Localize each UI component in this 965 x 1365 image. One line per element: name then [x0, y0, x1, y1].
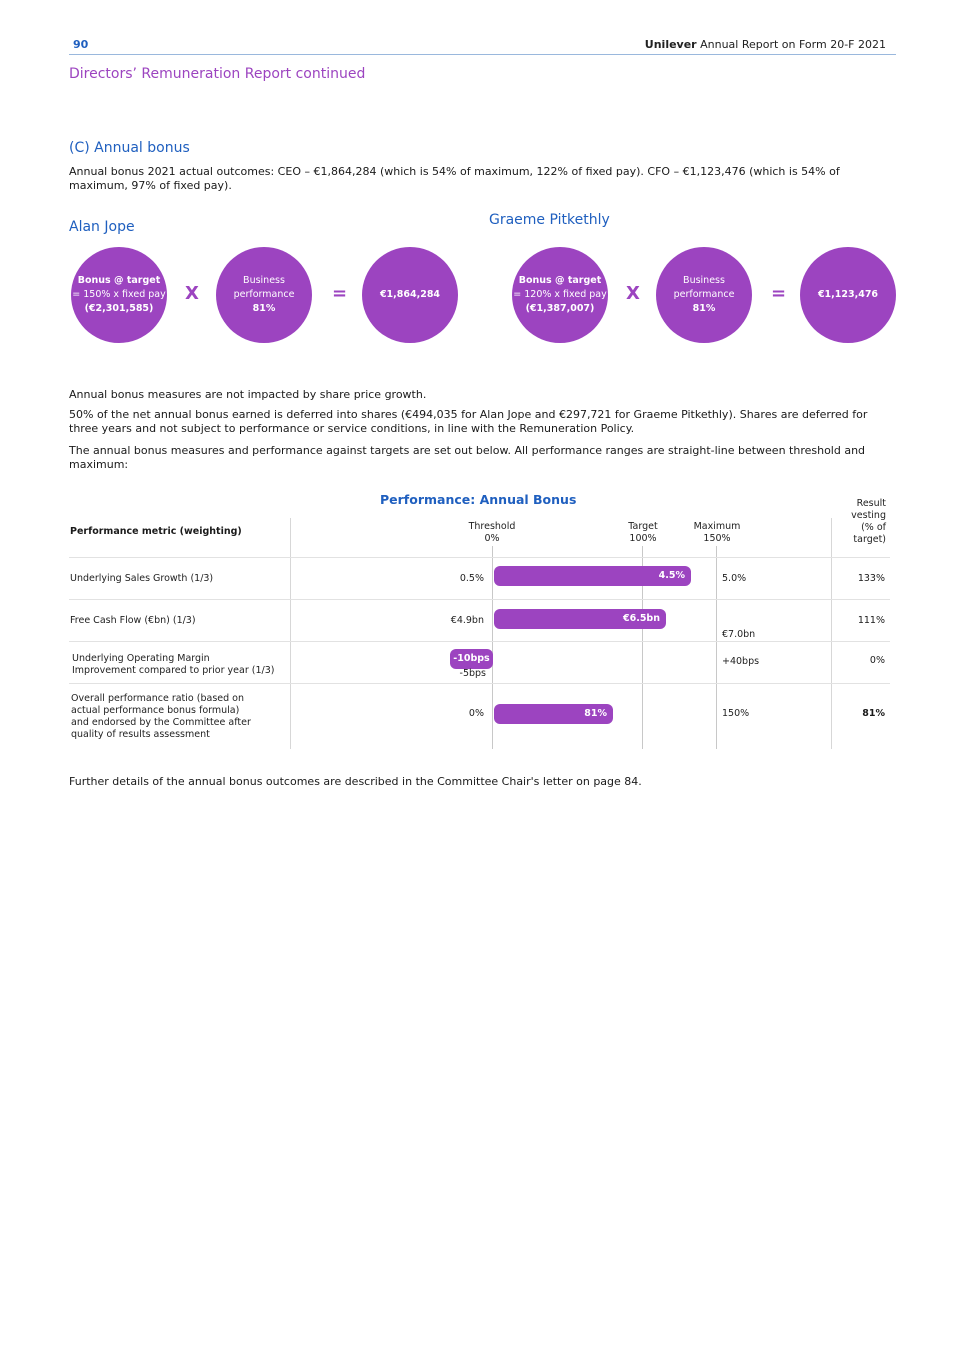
measures-paragraph: The annual bonus measures and performance against targets are set out below. All performance ranges are straight-line between threshold and maximum:	[69, 444, 866, 471]
cfo-perf-line1: Business	[683, 275, 725, 286]
sales-threshold-value: 0.5%	[459, 573, 484, 584]
maximum-line	[716, 546, 717, 749]
ceo-perf-line1: Business	[243, 275, 285, 286]
margin-maximum-value: +40bps	[722, 656, 760, 667]
overall-metric-line1: Overall performance ratio (based on	[71, 693, 244, 704]
ceo-perf-line2: performance	[233, 289, 295, 300]
ceo-bonus-line1: Bonus @ target	[77, 275, 161, 286]
metric-column-header: Performance metric (weighting)	[70, 526, 242, 537]
ceo-perf-line3: 81%	[252, 303, 276, 314]
metric-free-cash-flow: Free Cash Flow (€bn) (1/3)	[70, 615, 196, 626]
result-header-line2: vesting	[851, 510, 886, 521]
ceo-multiply-sign: X	[185, 283, 199, 304]
margin-threshold-value: -5bps	[459, 668, 486, 679]
metric-column-divider	[290, 518, 291, 749]
sales-result: 133%	[857, 573, 885, 584]
margin-result: 0%	[869, 655, 885, 666]
maximum-pct: 150%	[703, 533, 731, 544]
cfo-bonus-line1: Bonus @ target	[518, 275, 602, 286]
cfo-result-circle	[800, 247, 896, 343]
cfo-bonus-line3: (€1,387,007)	[525, 303, 595, 314]
footer-note: Further details of the annual bonus outcomes are described in the Committee Chair's letter on page 84.	[69, 775, 642, 788]
report-header	[645, 38, 886, 51]
margin-actual-bar: -10bps	[450, 649, 493, 669]
overall-actual-bar: 81%	[494, 704, 613, 724]
section-title: Directors’ Remuneration Report continued	[69, 66, 366, 82]
target-pct: 100%	[629, 533, 657, 544]
row-divider	[69, 683, 890, 684]
page-number: 90	[73, 38, 89, 51]
overall-metric-line2: actual performance bonus formula)	[71, 705, 240, 716]
maximum-header	[677, 521, 757, 545]
intro-paragraph: Annual bonus 2021 actual outcomes: CEO – €1,864,284 (which is 54% of maximum, 122% of fixed pay). CFO – €1,123,476 (which is 54% of maximum, 97% of fixed pay).	[69, 165, 840, 192]
overall-result: 81%	[862, 708, 885, 719]
share-price-note: Annual bonus measures are not impacted by share price growth.	[69, 388, 427, 401]
margin-metric-line1: Underlying Operating Margin	[72, 653, 210, 664]
result-header	[826, 498, 886, 546]
cfo-performance-circle	[656, 247, 752, 343]
sales-actual-bar: 4.5%	[494, 566, 691, 586]
result-header-line1: Result	[856, 498, 886, 509]
metric-overall-ratio	[71, 693, 251, 741]
result-header-line4: target)	[853, 534, 886, 545]
cfo-multiply-sign: X	[626, 283, 640, 304]
ceo-result-circle	[362, 247, 458, 343]
margin-metric-line2: Improvement compared to prior year (1/3)	[72, 665, 275, 676]
overall-threshold-value: 0%	[468, 708, 484, 719]
overall-metric-line3: and endorsed by the Committee after	[71, 717, 251, 728]
cfo-result-value: €1,123,476	[817, 289, 879, 300]
result-header-line3: (% of	[861, 522, 886, 533]
cfo-name: Graeme Pitkethly	[489, 212, 610, 228]
sales-maximum-value: 5.0%	[722, 573, 747, 584]
cfo-bonus-line2: = 120% x fixed pay	[513, 289, 607, 300]
fcf-threshold-value: €4.9bn	[450, 615, 484, 626]
header-divider	[69, 54, 896, 55]
overall-maximum-value: 150%	[722, 708, 750, 719]
metric-operating-margin	[72, 653, 274, 677]
cfo-equals-sign: =	[771, 283, 787, 304]
threshold-header	[452, 521, 532, 545]
threshold-line	[492, 546, 493, 749]
report-title: Annual Report on Form 20-F 2021	[700, 38, 886, 51]
maximum-label: Maximum	[693, 521, 741, 532]
target-label: Target	[628, 521, 658, 532]
ceo-bonus-line3: (€2,301,585)	[84, 303, 154, 314]
metric-sales-growth: Underlying Sales Growth (1/3)	[70, 573, 214, 584]
row-divider	[69, 641, 890, 642]
cfo-perf-line3: 81%	[692, 303, 716, 314]
ceo-bonus-target-circle	[71, 247, 167, 343]
fcf-maximum-value: €7.0bn	[722, 629, 756, 640]
ceo-bonus-line2: = 150% x fixed pay	[72, 289, 166, 300]
ceo-name: Alan Jope	[69, 219, 135, 235]
fcf-result: 111%	[857, 615, 885, 626]
ceo-equals-sign: =	[332, 283, 348, 304]
overall-metric-line4: quality of results assessment	[71, 729, 210, 740]
brand-name: Unilever	[644, 38, 697, 51]
threshold-label: Threshold	[468, 521, 516, 532]
fcf-actual-bar: €6.5bn	[494, 609, 666, 629]
cfo-perf-line2: performance	[673, 289, 735, 300]
result-column-divider	[831, 518, 832, 749]
threshold-pct: 0%	[484, 533, 500, 544]
row-divider	[69, 557, 890, 558]
ceo-performance-circle	[216, 247, 312, 343]
ceo-result-value: €1,864,284	[379, 289, 441, 300]
target-header	[603, 521, 683, 545]
cfo-bonus-target-circle	[512, 247, 608, 343]
row-divider	[69, 599, 890, 600]
annual-bonus-heading: (C) Annual bonus	[69, 140, 190, 156]
deferral-paragraph: 50% of the net annual bonus earned is deferred into shares (€494,035 for Alan Jope and €297,721 for Graeme Pitkethly). Shares are deferred for three years and not subject to performance or service conditions, in line with the Remuneration Policy.	[69, 408, 868, 435]
performance-table-title: Performance: Annual Bonus	[380, 492, 577, 507]
